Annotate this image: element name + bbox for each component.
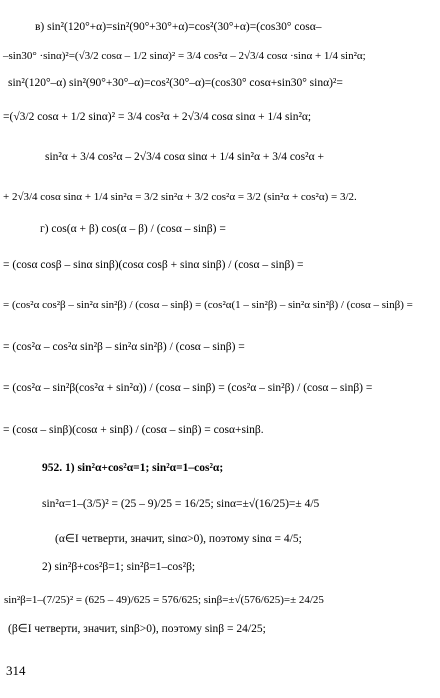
- line-g-6: = (cosα – sinβ)(cosα + sinβ) / (cosα – sinβ) = cosα+sinβ.: [3, 424, 264, 436]
- exercise-952-line-6: (β∈I четверти, значит, sinβ>0), поэтому sinβ = 24/25;: [8, 623, 266, 635]
- line-v-4: =(√3/2 cosα + 1/2 sinα)² = 3/4 cos²α + 2√3/4 cosα sinα + 1/4 sin²α;: [3, 111, 312, 123]
- line-v-3: sin²(120°–α) sin²(90°+30°–α)=cos²(30°–α)=(cos30° cosα+sin30° sinα)²=: [8, 77, 343, 89]
- exercise-952-line-4: 2) sin²β+cos²β=1; sin²β=1–cos²β;: [42, 561, 196, 573]
- line-g-1: г) cos(α + β) cos(α – β) / (cosα – sinβ) =: [40, 223, 226, 235]
- line-g-4: = (cos²α – cos²α sin²β – sin²α sin²β) / (cosα – sinβ) =: [3, 341, 245, 353]
- exercise-952-line-1: 952. 1) sin²α+cos²α=1; sin²α=1–cos²α;: [42, 462, 224, 474]
- page-number: 314: [6, 663, 26, 678]
- line-v-1: в) sin²(120°+α)=sin²(90°+30°+α)=cos²(30°+α)=(cos30° cosα–: [35, 21, 322, 33]
- line-g-2: = (cosα cosβ – sinα sinβ)(cosα cosβ + sinα sinβ) / (cosα – sinβ) =: [3, 259, 304, 271]
- line-v-5: sin²α + 3/4 cos²α – 2√3/4 cosα sinα + 1/4 sin²α + 3/4 cos²α +: [45, 151, 324, 163]
- line-g-5: = (cos²α – sin²β(cos²α + sin²α)) / (cosα – sinβ) = (cos²α – sin²β) / (cosα – sinβ) =: [3, 382, 373, 394]
- exercise-952-line-5: sin²β=1–(7/25)² = (625 – 49)/625 = 576/625; sinβ=±√(576/625)=± 24/25: [4, 594, 324, 606]
- exercise-952-line-2: sin²α=1–(3/5)² = (25 – 9)/25 = 16/25; sinα=±√(16/25)=± 4/5: [42, 498, 320, 510]
- exercise-952-line-3: (α∈I четверти, значит, sinα>0), поэтому sinα = 4/5;: [55, 533, 302, 545]
- line-v-2: –sin30° ·sinα)²=(√3/2 cosα – 1/2 sinα)² = 3/4 cos²α – 2√3/4 cosα ·sinα + 1/4 sin²α;: [3, 50, 366, 62]
- line-v-6: + 2√3/4 cosα sinα + 1/4 sin²α = 3/2 sin²α + 3/2 cos²α = 3/2 (sin²α + cos²α) = 3/2.: [3, 191, 357, 203]
- line-g-3: = (cos²α cos²β – sin²α sin²β) / (cosα – sinβ) = (cos²α(1 – sin²β) – sin²α sin²β) / (cosα – sinβ) =: [3, 299, 413, 311]
